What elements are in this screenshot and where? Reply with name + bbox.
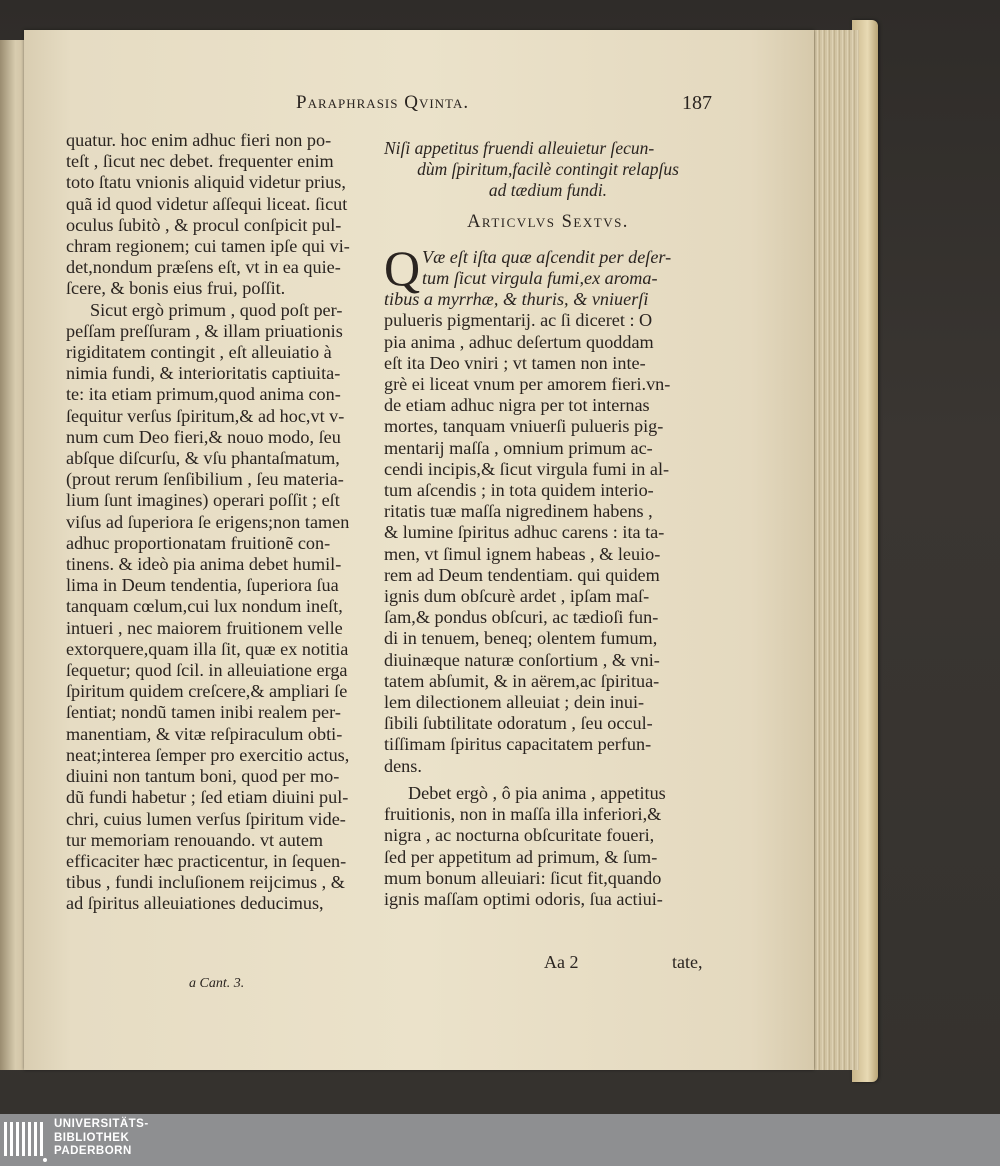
text-line: peſſam preſſuram , & illam priuationis — [66, 320, 343, 341]
summary-line: ad tædium fundi. — [488, 180, 608, 201]
text-line: quatur. hoc enim adhuc fieri non po- — [66, 130, 332, 150]
text-line: nigra , ac nocturna obſcuritate foueri, — [384, 825, 655, 846]
text-line: ſequitur verſus ſpiritum,& ad hoc,vt v- — [66, 405, 345, 426]
text-line: dũ fundi habetur ; ſed etiam diuini pul- — [66, 787, 349, 808]
summary-line: Niſi appetitus fruendi alleuietur ſecun- — [384, 138, 655, 158]
text-line: toto ſtatu vnionis aliquid videtur prius, — [66, 172, 346, 193]
text-line: intueri , nec maiorem fruitionem velle — [66, 617, 343, 638]
text-line: ignis dum obſcurè ardet , ipſam maſ- — [384, 586, 650, 607]
text-line: tibus a myrrhæ, & thuris, & vniuerſi — [384, 289, 649, 310]
text-line: Debet ergò , ô pia anima , appetitus — [408, 782, 666, 803]
text-line: dens. — [384, 755, 422, 776]
text-line: diuinæque naturæ conſortium , & vni- — [384, 649, 660, 670]
text-line: tibus , fundi incluſionem reijcimus , & — [66, 872, 345, 893]
text-line: det,nondum præſens eſt, vt in ea quie- — [66, 257, 341, 278]
text-line: rigiditatem contingit , eſt alleuiatio à — [66, 342, 332, 363]
text-line: diuini non tantum boni, quod per mo- — [66, 766, 340, 787]
left-column — [66, 130, 396, 915]
text-line: abſque diſcurſu, & vſu phantaſmatum, — [66, 448, 340, 469]
marginal-summary — [384, 138, 712, 202]
text-line: ſed per appetitum ad primum, & ſum- — [384, 846, 658, 867]
text-line: ſibili ſubtilitate odoratum , ſeu occul- — [384, 713, 653, 734]
text-line: tanquam cœlum,cui lux nondum ineſt, — [66, 596, 343, 617]
text-line: tinens. & ideò pia anima debet humil- — [66, 554, 342, 575]
text-line: (prout rerum ſenſibilium , ſeu materia- — [66, 469, 344, 490]
text-line: ſam,& pondus obſcuri, ac tædioſi fun- — [384, 607, 659, 628]
text-line: manentiam, & vitæ reſpiraculum obti- — [66, 723, 343, 744]
text-line: fruitionis, non in maſſa illa inferiori,& — [384, 804, 662, 825]
text-line: teſt , ſicut nec debet. frequenter enim — [66, 151, 334, 172]
text-line: extorquere,quam illa ſit, quæ ex notitia — [66, 638, 349, 659]
library-name-line: PADERBORN — [54, 1145, 132, 1157]
text-line: men, vt ſimul ignem habeas , & leuio- — [384, 543, 661, 564]
library-name-line: UNIVERSITÄTS- — [54, 1118, 149, 1130]
text-line: pulueris pigmentarij. ac ſi diceret : O — [384, 310, 653, 331]
text-line: neat;interea ſemper pro exercitio actus, — [66, 744, 350, 765]
text-line: rem ad Deum tendentiam. qui quidem — [384, 564, 660, 585]
drop-capital: Q — [384, 239, 421, 296]
text-line: ſentiat; nondũ tamen inibi realem per- — [66, 702, 341, 723]
text-line: lem dilectionem alleuiat ; dein inui- — [384, 692, 645, 713]
text-line: tatem abſumit, & in aërem,ac ſpiritua- — [384, 670, 660, 691]
text-line: ignis maſſam optimi odoris, ſua actiui- — [384, 888, 663, 909]
text-line: cendi incipis,& ſicut virgula fumi in al- — [384, 458, 670, 479]
text-line: ſcere, & bonis eius frui, poſſit. — [66, 278, 286, 299]
text-line: chri, cuius lumen verſus ſpiritum vide- — [66, 808, 346, 829]
text-line: num cum Deo fieri,& nouo modo, ſeu — [66, 426, 341, 447]
article-heading: Articvlvs Sextvs. — [467, 211, 629, 232]
text-line: mentarij maſſa , omnium primum ac- — [384, 437, 653, 458]
text-line: & lumine ſpiritus adhuc carens : ita ta- — [384, 522, 665, 543]
running-head: Paraphrasis Qvinta. — [296, 92, 470, 113]
article-body-opening — [384, 239, 712, 311]
text-line: Væ eſt iſta quæ aſcendit per deſer- — [422, 246, 672, 267]
text-line: tiſſimam ſpiritus capacitatem perfun- — [384, 734, 652, 755]
text-line: ſequetur; quod ſcil. in alleuiatione erga — [66, 660, 348, 681]
text-line: efficaciter hæc practicentur, in ſequen- — [66, 850, 347, 871]
library-footer-bar — [0, 1114, 1000, 1166]
library-name — [54, 1118, 149, 1159]
text-line: di in tenuem, beneq; olentem fumum, — [384, 628, 658, 649]
right-column — [384, 130, 712, 910]
text-line: lima in Deum tendentia, ſuperiora ſua — [66, 575, 339, 596]
summary-line: dùm ſpiritum,facilè contingit relapſus — [417, 159, 679, 180]
text-line: adhuc proportionatam fruitionẽ con- — [66, 532, 331, 553]
catchword: tate, — [672, 952, 703, 972]
text-line: eſt ita Deo vniri ; vt tamen non inte- — [384, 352, 646, 373]
text-line: ritatis tuæ maſſa nigredinem habens , — [384, 501, 653, 522]
text-line: nimia fundi, & interioritatis captiuita- — [66, 363, 341, 384]
text-line: lium ſunt imagines) operari poſſit ; eſt — [66, 490, 340, 511]
text-line: quã id quod videtur aſſequi liceat. ſicut — [66, 193, 348, 214]
text-line: grè ei liceat vnum per amorem fieri.vn- — [384, 374, 671, 395]
text-line: mum bonum alleuiari: ſicut fit,quando — [384, 867, 662, 888]
library-logo-icon — [0, 1114, 50, 1166]
text-line: viſus ad ſuperiora ſe erigens;non tamen — [66, 511, 350, 532]
text-line: ſpiritum quidem creſcere,& ampliari ſe — [66, 681, 348, 702]
text-line: tum ſicut virgula fumi,ex aroma- — [422, 268, 658, 289]
library-name-line: BIBLIOTHEK — [54, 1131, 130, 1144]
text-line: tum aſcendis ; in tota quidem interio- — [384, 480, 654, 501]
text-line: Sicut ergò primum , quod poſt per- — [90, 299, 343, 320]
footnote: a Cant. 3. — [189, 976, 245, 991]
text-line: oculus ſubitò , & procul conſpicit pul- — [66, 214, 342, 235]
text-line: pia anima , adhuc deſertum quoddam — [384, 331, 654, 352]
text-line: tur memoriam renouando. vt autem — [66, 829, 324, 850]
book-page — [24, 30, 814, 1070]
text-line: mortes, tanquam vniuerſi pulueris pig- — [384, 416, 664, 437]
page-number: 187 — [682, 92, 712, 114]
signature-mark: Aa 2 — [544, 952, 579, 972]
text-line: chram regionem; cui tamen ipſe qui vi- — [66, 236, 350, 257]
text-line: ad ſpiritus alleuiationes deducimus, — [66, 893, 324, 914]
text-line: te: ita etiam primum,quod anima con- — [66, 384, 341, 405]
text-line: de etiam adhuc nigra per tot internas — [384, 395, 650, 416]
